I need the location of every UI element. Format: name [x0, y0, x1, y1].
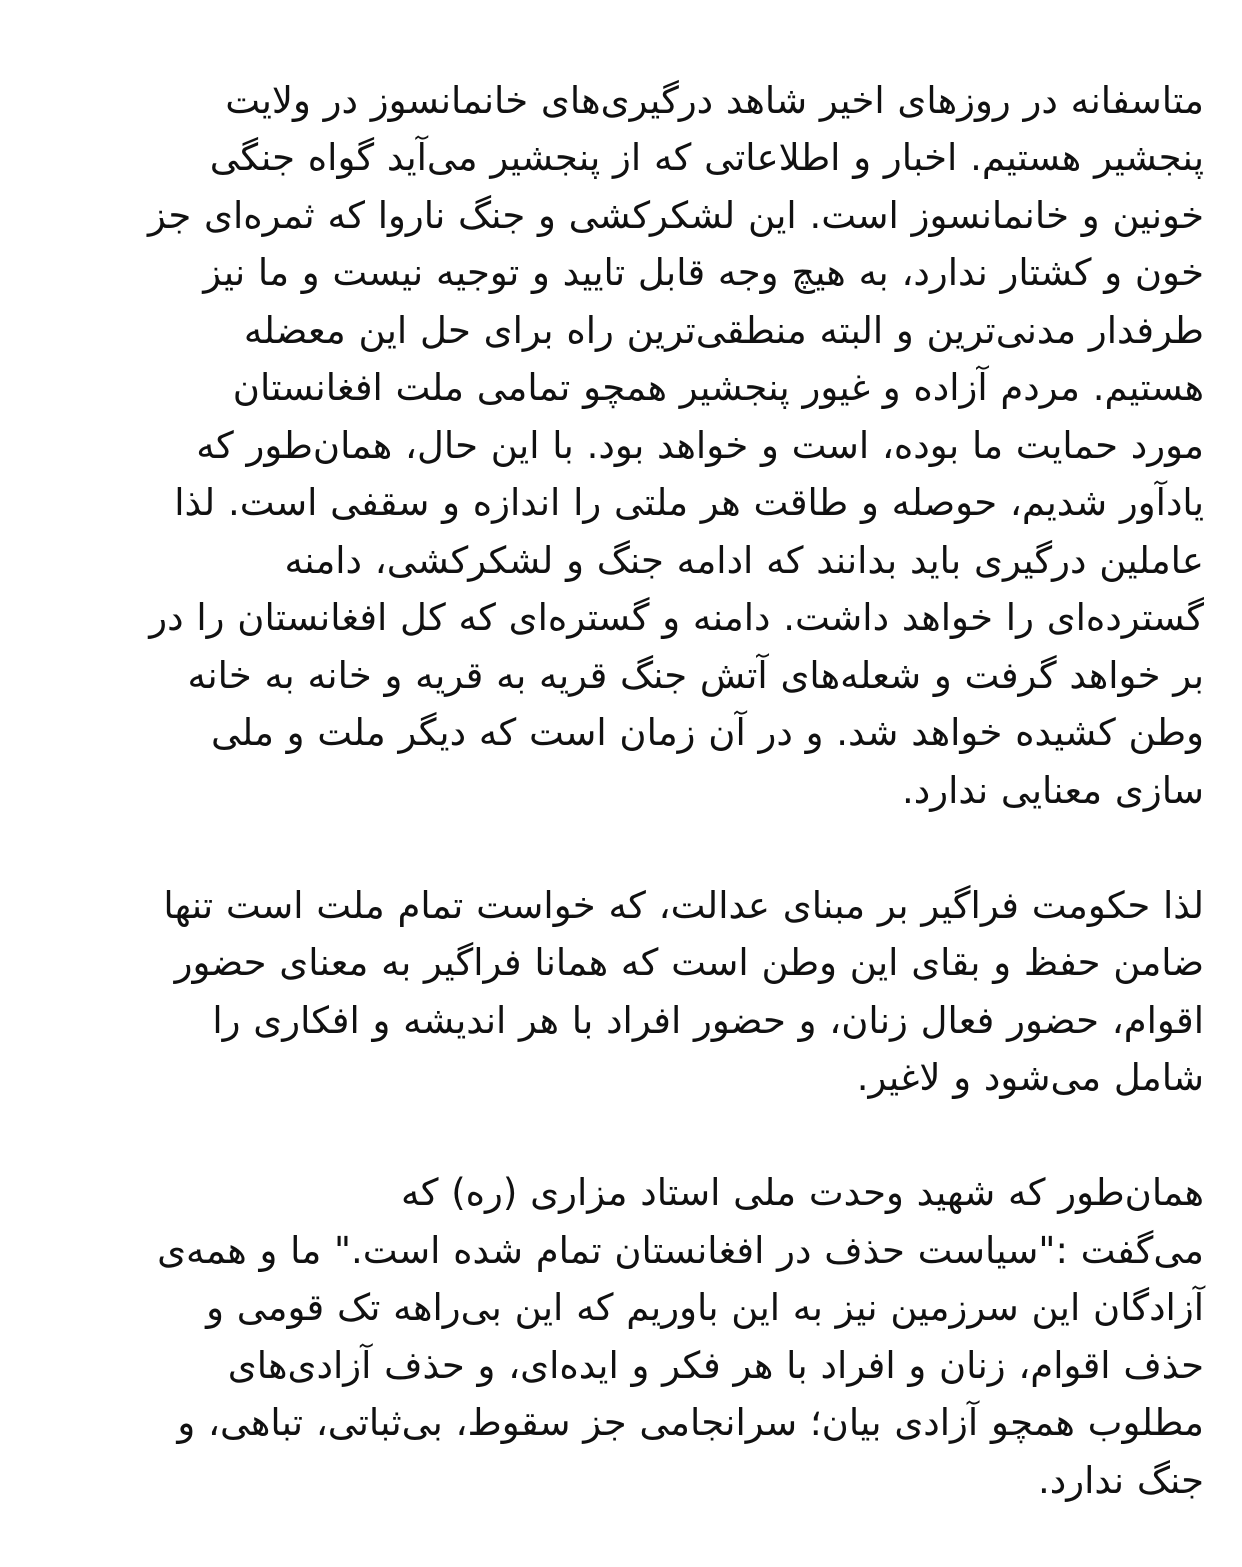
paragraph-inclusive-government: لذا حکومت فراگیر بر مبنای عدالت، که خواست تمام ملت است تنها ضامن حفظ و بقای این وطن است که همانا فراگیر به معنای حضور اقوام، حضور فعال زنان، و حضور افراد با هر اندیشه و افکاری را شامل می‌شود و لاغیر. [163, 883, 1204, 1099]
paragraph-panjshir-conflict: متاسفانه در روزهای اخیر شاهد درگیری‌های خانمانسوز در ولایت پنجشیر هستیم. اخبار و اطلاعاتی که از پنجشیر می‌آید گواه جنگی خونین و خانمانسوز است. این لشکرکشی و جنگ ناروا که ثمره‌ای جز خون و کشتار ندارد، به هیچ وجه قابل تایید و توجیه نیست و ما نیز طرفدار مدنی‌ترین و البته منطقی‌ترین راه برای حل این معضله هستیم. مردم آزاده و غیور پنجشیر همچو تمامی ملت افغانستان مورد حمایت ما بوده، است و خواهد بود. با این حال، همان‌طور که یادآور شدیم، حوصله و طاقت هر ملتی را اندازه و سقفی است. لذا عاملین درگیری باید بدانند که ادامه جنگ و لشکرکشی، دامنه گسترده‌ای را خواهد داشت. دامنه و گستره‌ای که کل افغانستان را در بر خواهد گرفت و شعله‌های آتش جنگ قریه به قریه و خانه به خانه وطن کشیده خواهد شد. و در آن زمان است که دیگر ملت و ملی سازی معنایی ندارد. [147, 78, 1204, 812]
article-text [36, 14, 1204, 1567]
paragraph-mazari-quote: همان‌طور که شهید وحدت ملی استاد مزاری (ره) که می‌گفت :"سیاست حذف در افغانستان تمام شده است." ما و همه‌ی آزادگان این سرزمین نیز به این باوریم که این بی‌راهه تک قومی و حذف اقوام، زنان و افراد با هر فکر و ایده‌ای، و حذف آزادی‌های مطلوب همچو آزادی بیان؛ سرانجامی جز سقوط، بی‌ثباتی، تباهی، و جنگ ندارد. [157, 1171, 1204, 1502]
